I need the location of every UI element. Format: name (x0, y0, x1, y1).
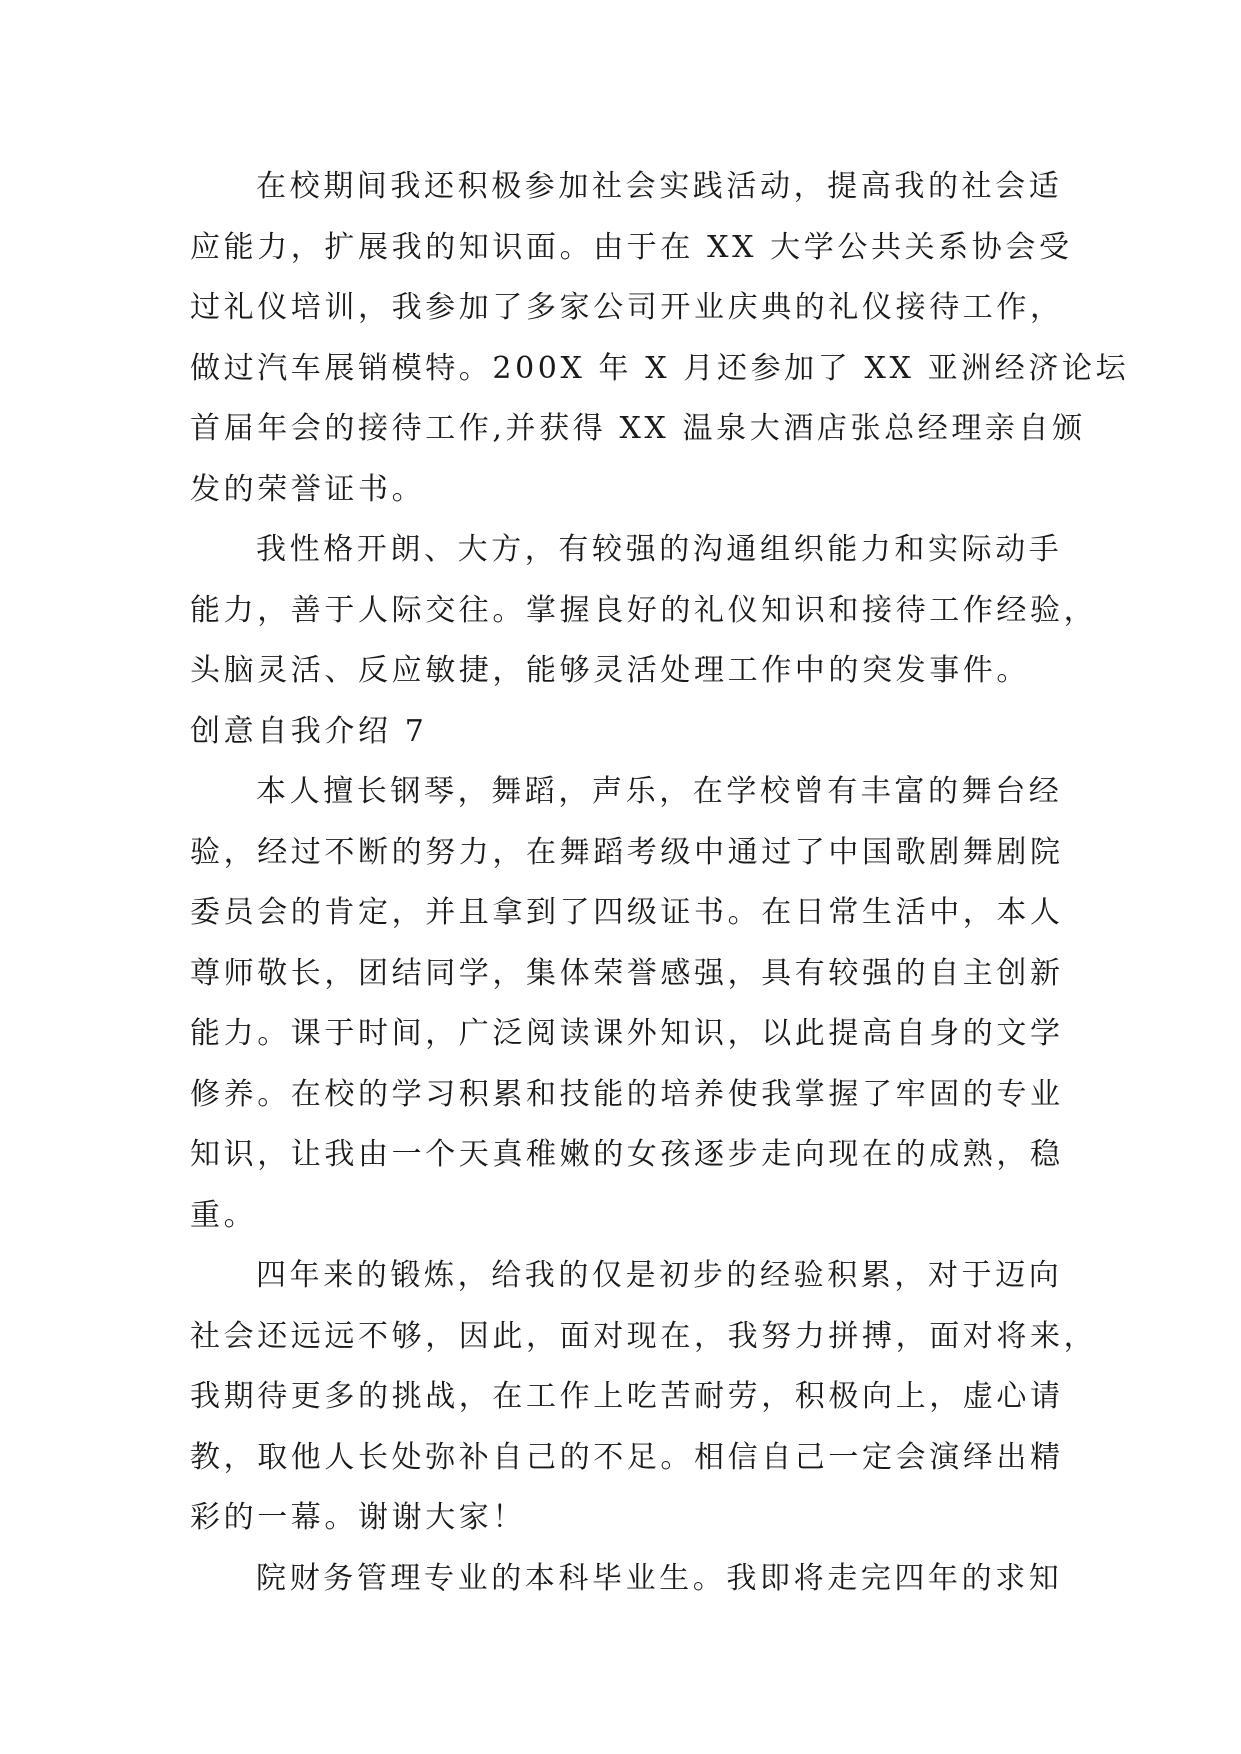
paragraph-line: 委员会的肯定，并且拿到了四级证书。在日常生活中，本人 (190, 895, 1064, 930)
paragraph-line: 在校期间我还积极参加社会实践活动，提高我的社会适 (256, 169, 1063, 204)
paragraph-line: 应能力，扩展我的知识面。由于在 XX 大学公共关系协会受 (190, 229, 1073, 265)
paragraph-line: 首届年会的接待工作,并获得 XX 温泉大酒店张总经理亲自颁 (190, 411, 1086, 446)
paragraph-line: 我性格开朗、大方，有较强的沟通组织能力和实际动手 (256, 532, 1063, 567)
paragraph-line: 重。 (190, 1197, 258, 1233)
paragraph-line: 修养。在校的学习积累和技能的培养使我掌握了牢固的专业 (190, 1076, 1064, 1112)
paragraph-conclusion (190, 1246, 1098, 1549)
paragraph-line: 教，取他人长处弥补自己的不足。相信自己一定会演绎出精 (190, 1439, 1064, 1475)
paragraph-personality (190, 520, 1098, 702)
paragraph-line: 知识，让我由一个天真稚嫩的女孩逐步走向现在的成熟，稳 (190, 1137, 1064, 1172)
paragraph-line: 彩的一幕。谢谢大家！ (190, 1500, 526, 1535)
paragraph-line: 我期待更多的挑战，在工作上吃苦耐劳，积极向上，虚心请 (190, 1379, 1064, 1414)
section-heading (190, 702, 1050, 763)
paragraph-line: 头脑灵活、反应敏捷，能够灵活处理工作中的突发事件。 (190, 653, 1030, 688)
paragraph-line: 社会还远远不够，因此，面对现在，我努力拼搏，面对将来， (190, 1318, 1098, 1354)
paragraph-line: 验，经过不断的努力，在舞蹈考级中通过了中国歌剧舞剧院 (190, 834, 1064, 870)
paragraph-line: 本人擅长钢琴，舞蹈，声乐，在学校曾有丰富的舞台经 (256, 774, 1063, 809)
document-body (190, 157, 1130, 1609)
paragraph-line: 院财务管理专业的本科毕业生。我即将走完四年的求知 (256, 1560, 1063, 1596)
paragraph-line: 做过汽车展销模特。200X 年 X 月还参加了 XX 亚洲经济论坛 (190, 350, 1130, 386)
heading-text: 创意自我介绍 7 (190, 713, 428, 749)
paragraph-line: 四年来的锻炼，给我的仅是初步的经验积累，对于迈向 (256, 1258, 1063, 1293)
paragraph-line: 发的荣誉证书。 (190, 471, 426, 507)
paragraph-finance-intro (190, 1549, 1063, 1610)
paragraph-line: 尊师敬长，团结同学，集体荣誉感强，具有较强的自主创新 (190, 955, 1064, 991)
paragraph-talents (190, 762, 1064, 1246)
paragraph-line: 能力，善于人际交往。掌握良好的礼仪知识和接待工作经验， (190, 592, 1098, 628)
paragraph-social-practice (190, 157, 1130, 520)
paragraph-line: 过礼仪培训，我参加了多家公司开业庆典的礼仪接待工作， (190, 290, 1064, 325)
paragraph-line: 能力。课于时间，广泛阅读课外知识，以此提高自身的文学 (190, 1016, 1064, 1051)
